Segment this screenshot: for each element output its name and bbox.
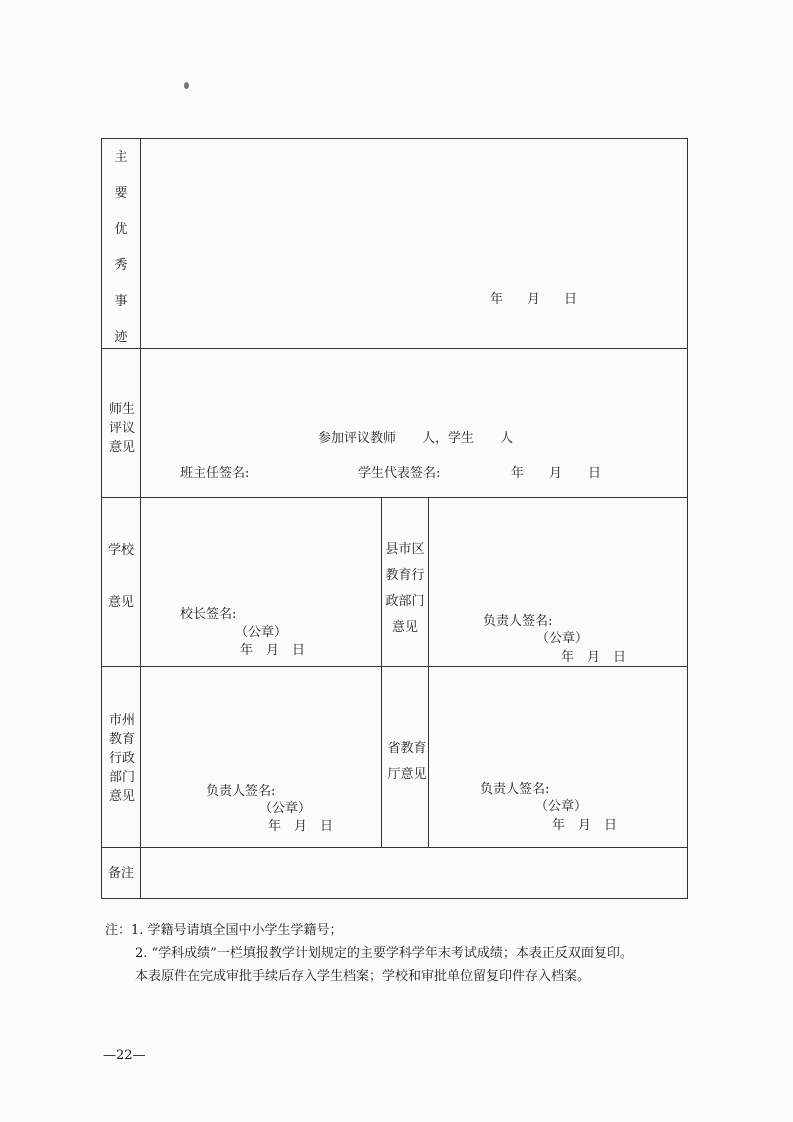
row-divider [102,348,687,349]
label-remarks: 备注 [108,866,135,881]
date-line: 年 月 日 [552,818,618,833]
row-divider [102,497,687,498]
footnote-line1: 注：1. 学籍号请填全国中小学生学籍号； [105,923,343,938]
official-seal: （公章） [536,631,589,646]
label-city-education-dept: 市州 教育 行政 部门 意见 [108,713,135,804]
date-year: 年 [490,292,504,307]
row-divider [102,847,687,848]
official-seal: （公章） [235,625,288,640]
date-line: 年 月 日 [561,650,627,665]
middle-divider [381,497,382,847]
footnotes [105,919,633,988]
label-teacher-student-review: 师生 评议 意见 [108,402,135,455]
footnote-line2: 2. “学科成绩”一栏填报教学计划规定的主要学科学年末考试成绩；本表正反双面复印。 [135,946,633,961]
head-teacher-signature: 班主任签名: [180,466,250,481]
label-school-line1: 学校 [108,543,135,558]
official-seal: （公章） [535,799,588,814]
label-county-education-dept: 县市区 教育行 政部门 意见 [385,542,425,635]
label-province-education-dept: 省教育 厅意见 [387,741,427,782]
footnote-prefix: 注： [105,923,132,938]
middle-divider [428,497,429,847]
label-school-line2: 意见 [108,595,135,610]
date-day: 日 [564,292,578,307]
date-line: 年 月 日 [268,819,334,834]
page-number: —22— [103,1048,146,1063]
official-seal: （公章） [259,801,312,816]
label-outstanding-deeds: 主 要 优 秀 事 迹 [114,150,128,345]
principal-signature: 校长签名: [180,607,237,622]
scan-speck [184,82,189,89]
date-month: 月 [527,292,541,307]
evaluation-form-table [101,138,688,899]
date-month: 月 [549,466,563,481]
row-divider [102,666,687,667]
student-rep-signature: 学生代表签名: [358,466,441,481]
date-year: 年 [511,466,525,481]
review-participants: 参加评议教师 人，学生 人 [318,431,514,446]
responsible-signature: 负责人签名: [206,784,276,799]
responsible-signature: 负责人签名: [483,614,553,629]
responsible-signature: 负责人签名: [480,782,550,797]
footnote-line3: 本表原件在完成审批手续后存入学生档案；学校和审批单位留复印件存入档案。 [135,969,591,984]
date-day: 日 [588,466,602,481]
date-line: 年 月 日 [240,643,306,658]
